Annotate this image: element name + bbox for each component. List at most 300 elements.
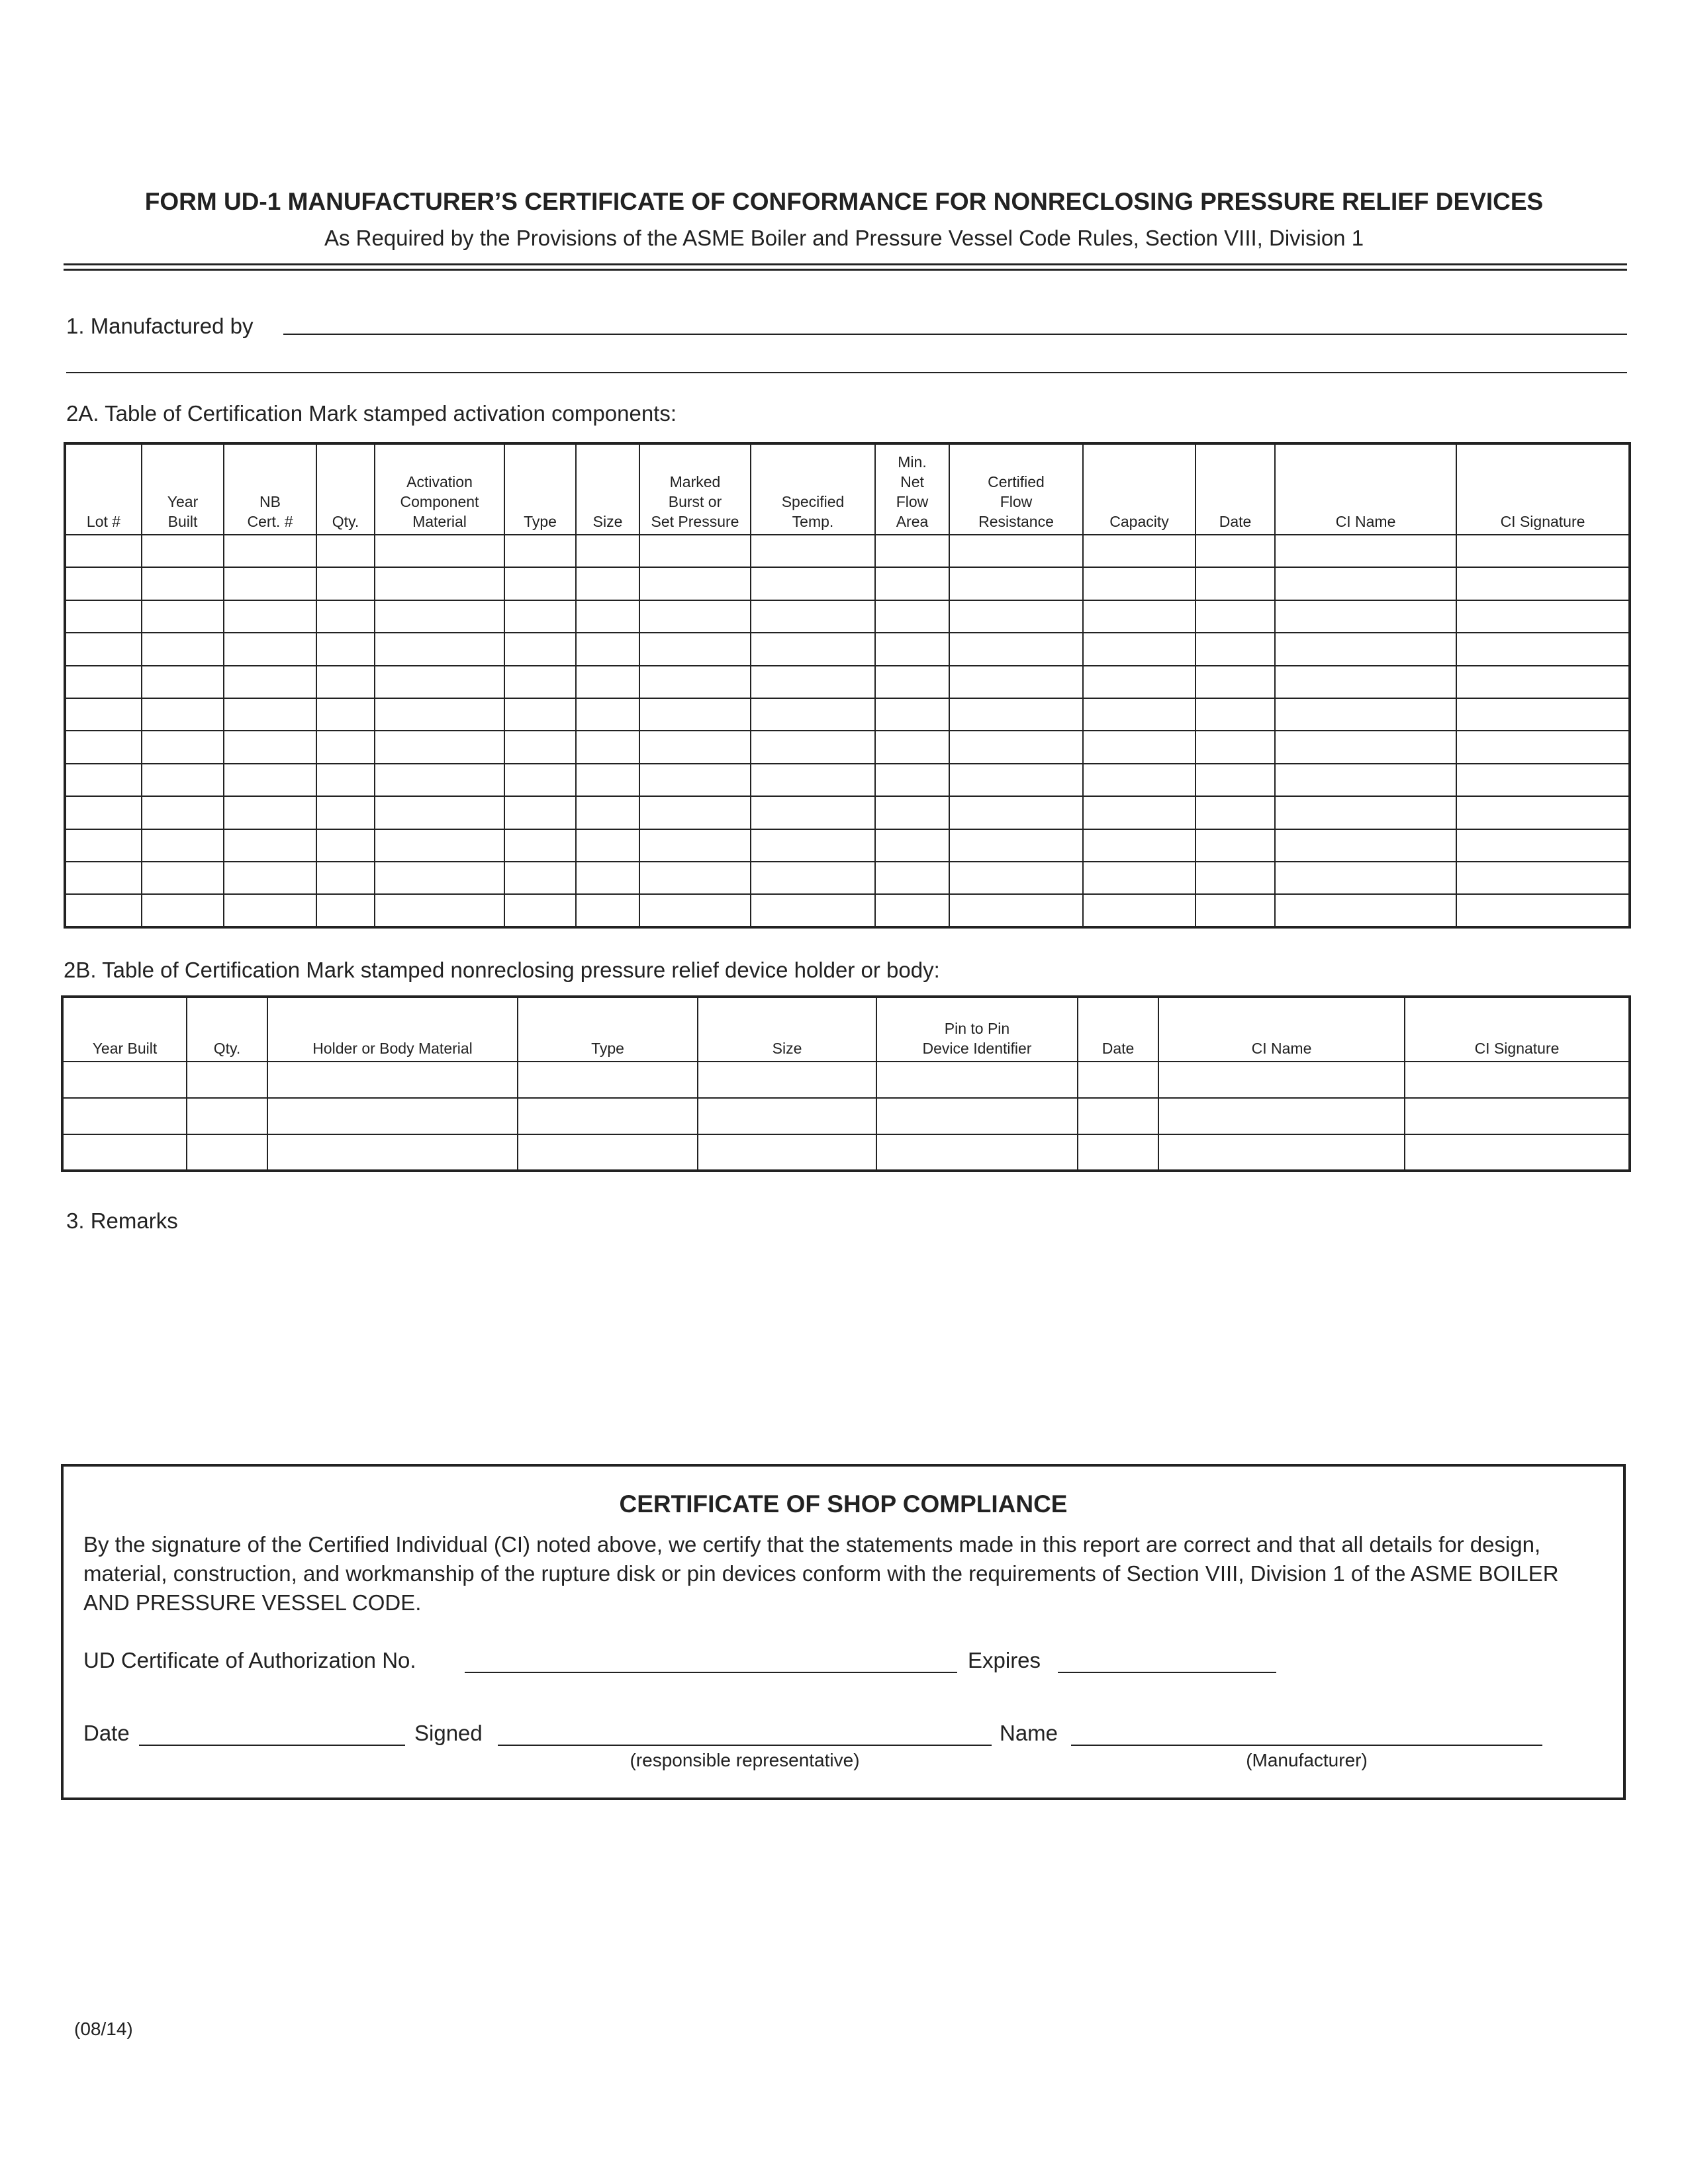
column-header: Activation Component Material xyxy=(375,443,504,535)
table-cell-input[interactable] xyxy=(66,608,141,625)
table-cell-input[interactable] xyxy=(142,901,223,919)
table-cell xyxy=(949,731,1083,763)
table-cell-input[interactable] xyxy=(1276,901,1456,919)
table-cell xyxy=(876,1098,1078,1134)
table-cell-input[interactable] xyxy=(1276,543,1456,560)
table-cell-input[interactable] xyxy=(375,673,504,690)
table-cell-input[interactable] xyxy=(505,739,575,756)
table-cell-input[interactable] xyxy=(505,804,575,821)
table-cell xyxy=(875,633,949,665)
table-cell xyxy=(1456,829,1630,862)
table-cell-input[interactable] xyxy=(224,575,316,592)
table-cell-input[interactable] xyxy=(268,1108,517,1125)
table-cell-input[interactable] xyxy=(950,739,1082,756)
manufactured-by-field[interactable] xyxy=(283,310,1627,335)
table-cell-input[interactable] xyxy=(1084,870,1195,887)
column-header: Qty. xyxy=(187,997,267,1062)
table-cell-input[interactable] xyxy=(224,543,316,560)
table-cell-input[interactable] xyxy=(1405,1071,1628,1089)
table-cell-input[interactable] xyxy=(317,901,374,919)
table-cell-input[interactable] xyxy=(751,575,874,592)
table-cell-input[interactable] xyxy=(640,575,750,592)
table-cell xyxy=(1275,633,1456,665)
table-cell xyxy=(375,666,504,698)
table-cell-input[interactable] xyxy=(142,608,223,625)
table-cell xyxy=(875,731,949,763)
table-cell xyxy=(375,796,504,829)
table-cell-input[interactable] xyxy=(1276,870,1456,887)
table-cell-input[interactable] xyxy=(505,901,575,919)
table-cell-input[interactable] xyxy=(1159,1108,1404,1125)
table-cell-input[interactable] xyxy=(268,1071,517,1089)
table-cell-input[interactable] xyxy=(1084,608,1195,625)
table-cell xyxy=(1196,731,1275,763)
table-cell-input[interactable] xyxy=(1078,1144,1158,1161)
table-cell-input[interactable] xyxy=(142,837,223,854)
column-header: Holder or Body Material xyxy=(267,997,518,1062)
table-cell-input[interactable] xyxy=(751,543,874,560)
table-cell-input[interactable] xyxy=(66,706,141,723)
table-cell-input[interactable] xyxy=(1276,837,1456,854)
table-cell-input[interactable] xyxy=(1196,870,1274,887)
table-cell xyxy=(375,633,504,665)
table-cell-input[interactable] xyxy=(505,706,575,723)
table-cell xyxy=(1275,666,1456,698)
table-cell-input[interactable] xyxy=(317,804,374,821)
table-cell-input[interactable] xyxy=(1196,575,1274,592)
table-cell-input[interactable] xyxy=(1196,673,1274,690)
table-cell-input[interactable] xyxy=(317,706,374,723)
table-cell xyxy=(698,1134,876,1171)
table-cell-input[interactable] xyxy=(224,771,316,788)
table-cell-input[interactable] xyxy=(505,543,575,560)
table-cell xyxy=(875,862,949,894)
table-cell-input[interactable] xyxy=(1276,575,1456,592)
table-cell xyxy=(224,829,316,862)
table-cell-input[interactable] xyxy=(142,673,223,690)
table-cell-input[interactable] xyxy=(505,575,575,592)
table-cell-input[interactable] xyxy=(1159,1071,1404,1089)
table-cell-input[interactable] xyxy=(375,870,504,887)
table-cell-input[interactable] xyxy=(142,870,223,887)
table-cell-input[interactable] xyxy=(224,608,316,625)
table-cell-input[interactable] xyxy=(66,901,141,919)
table-cell xyxy=(65,894,142,927)
table-cell-input[interactable] xyxy=(66,771,141,788)
table-cell xyxy=(949,698,1083,731)
table-cell xyxy=(375,535,504,567)
table-cell-input[interactable] xyxy=(1084,706,1195,723)
table-cell-input[interactable] xyxy=(950,870,1082,887)
table-cell-input[interactable] xyxy=(950,771,1082,788)
table-cell xyxy=(751,862,875,894)
table-cell-input[interactable] xyxy=(375,543,504,560)
table-cell-input[interactable] xyxy=(224,739,316,756)
table-cell-input[interactable] xyxy=(751,706,874,723)
form-revision: (08/14) xyxy=(74,2019,133,2039)
table-cell-input[interactable] xyxy=(1159,1144,1404,1161)
table-cell-input[interactable] xyxy=(375,804,504,821)
table-cell-input[interactable] xyxy=(876,543,949,560)
table-cell-input[interactable] xyxy=(577,870,639,887)
table-cell-input[interactable] xyxy=(1196,804,1274,821)
manufactured-by-label: 1. Manufactured by xyxy=(66,314,254,338)
table-cell xyxy=(1083,600,1196,633)
table-cell-input[interactable] xyxy=(66,739,141,756)
table-cell-input[interactable] xyxy=(876,608,949,625)
table-cell-input[interactable] xyxy=(518,1071,697,1089)
table-cell-input[interactable] xyxy=(577,804,639,821)
table-cell xyxy=(949,600,1083,633)
table-cell xyxy=(187,1134,267,1171)
table-cell xyxy=(504,894,576,927)
table-cell-input[interactable] xyxy=(577,575,639,592)
table-cell-input[interactable] xyxy=(1457,739,1628,756)
table-cell-input[interactable] xyxy=(187,1108,267,1125)
table-cell-input[interactable] xyxy=(1276,641,1456,658)
table-cell-input[interactable] xyxy=(577,543,639,560)
table-cell-input[interactable] xyxy=(950,543,1082,560)
table-cell-input[interactable] xyxy=(268,1144,517,1161)
table-cell-input[interactable] xyxy=(1084,739,1195,756)
table-cell xyxy=(576,600,639,633)
table-cell-input[interactable] xyxy=(375,641,504,658)
table-cell-input[interactable] xyxy=(876,706,949,723)
table-cell xyxy=(1083,862,1196,894)
expires-label: Expires xyxy=(968,1648,1041,1672)
table-cell xyxy=(576,535,639,567)
table-cell-input[interactable] xyxy=(142,804,223,821)
table-cell-input[interactable] xyxy=(317,837,374,854)
table-cell-input[interactable] xyxy=(876,837,949,854)
table-cell-input[interactable] xyxy=(577,771,639,788)
table-cell xyxy=(639,894,751,927)
table-cell-input[interactable] xyxy=(375,739,504,756)
table-cell-input[interactable] xyxy=(375,608,504,625)
table-cell-input[interactable] xyxy=(1457,901,1628,919)
table-cell-input[interactable] xyxy=(1457,641,1628,658)
table-cell xyxy=(142,600,224,633)
table-cell-input[interactable] xyxy=(751,739,874,756)
table-cell-input[interactable] xyxy=(1276,706,1456,723)
table-cell-input[interactable] xyxy=(375,901,504,919)
table-cell-input[interactable] xyxy=(1276,739,1456,756)
table-cell-input[interactable] xyxy=(751,608,874,625)
table-cell-input[interactable] xyxy=(66,837,141,854)
table-cell xyxy=(518,1098,698,1134)
table-cell-input[interactable] xyxy=(1276,771,1456,788)
table-cell xyxy=(375,894,504,927)
table-cell-input[interactable] xyxy=(317,739,374,756)
table-cell-input[interactable] xyxy=(1457,870,1628,887)
table-cell-input[interactable] xyxy=(577,608,639,625)
table-cell xyxy=(65,764,142,796)
table-cell xyxy=(1275,731,1456,763)
table-cell-input[interactable] xyxy=(751,771,874,788)
table-cell-input[interactable] xyxy=(577,739,639,756)
table-cell-input[interactable] xyxy=(317,641,374,658)
column-header: Min. Net Flow Area xyxy=(875,443,949,535)
table-cell xyxy=(698,1098,876,1134)
table-cell-input[interactable] xyxy=(66,575,141,592)
table-cell xyxy=(504,731,576,763)
table-cell-input[interactable] xyxy=(640,771,750,788)
auth-number-field[interactable] xyxy=(465,1648,957,1673)
table-cell xyxy=(316,764,375,796)
table-cell xyxy=(576,829,639,862)
table-cell-input[interactable] xyxy=(577,837,639,854)
table-cell-input[interactable] xyxy=(1084,641,1195,658)
table-cell-input[interactable] xyxy=(950,608,1082,625)
table-cell-input[interactable] xyxy=(505,771,575,788)
table-cell-input[interactable] xyxy=(224,870,316,887)
table-cell-input[interactable] xyxy=(751,641,874,658)
table-cell-input[interactable] xyxy=(64,1071,186,1089)
table-cell-input[interactable] xyxy=(317,870,374,887)
table-cell xyxy=(751,567,875,600)
table-cell-input[interactable] xyxy=(1457,837,1628,854)
table-cell-input[interactable] xyxy=(224,837,316,854)
table-cell-input[interactable] xyxy=(950,804,1082,821)
table-cell-input[interactable] xyxy=(142,575,223,592)
table-cell-input[interactable] xyxy=(1084,804,1195,821)
table-cell-input[interactable] xyxy=(1078,1071,1158,1089)
table-cell-input[interactable] xyxy=(950,575,1082,592)
table-cell xyxy=(224,600,316,633)
table-cell xyxy=(65,796,142,829)
table-cell-input[interactable] xyxy=(640,608,750,625)
table-cell xyxy=(576,731,639,763)
table-cell-input[interactable] xyxy=(877,1071,1077,1089)
table-cell-input[interactable] xyxy=(751,901,874,919)
table-cell-input[interactable] xyxy=(876,901,949,919)
column-header: Year Built xyxy=(62,997,187,1062)
table-cell-input[interactable] xyxy=(505,641,575,658)
table-cell-input[interactable] xyxy=(505,673,575,690)
table-cell-input[interactable] xyxy=(1196,608,1274,625)
table-cell xyxy=(62,1134,187,1171)
table-cell-input[interactable] xyxy=(950,641,1082,658)
table-cell-input[interactable] xyxy=(224,706,316,723)
table-cell-input[interactable] xyxy=(876,673,949,690)
table-cell xyxy=(1275,764,1456,796)
table-cell-input[interactable] xyxy=(876,870,949,887)
table-cell xyxy=(576,764,639,796)
column-header: Pin to Pin Device Identifier xyxy=(876,997,1078,1062)
table-cell xyxy=(1196,633,1275,665)
table-cell-input[interactable] xyxy=(1457,706,1628,723)
table-cell-input[interactable] xyxy=(505,608,575,625)
table-cell xyxy=(576,698,639,731)
expires-field[interactable] xyxy=(1058,1648,1276,1673)
table-cell xyxy=(1196,600,1275,633)
signed-field[interactable] xyxy=(498,1721,992,1746)
column-header: Type xyxy=(504,443,576,535)
table-cell-input[interactable] xyxy=(876,575,949,592)
table-cell-input[interactable] xyxy=(1196,901,1274,919)
table-cell-input[interactable] xyxy=(224,901,316,919)
table-cell-input[interactable] xyxy=(1405,1144,1628,1161)
table-cell-input[interactable] xyxy=(505,870,575,887)
table-cell xyxy=(375,567,504,600)
table-cell-input[interactable] xyxy=(577,641,639,658)
table-cell xyxy=(224,633,316,665)
table-cell-input[interactable] xyxy=(142,641,223,658)
table-cell-input[interactable] xyxy=(1196,543,1274,560)
table-cell xyxy=(751,764,875,796)
table-cell-input[interactable] xyxy=(640,901,750,919)
table-cell-input[interactable] xyxy=(518,1108,697,1125)
table-row xyxy=(65,666,1630,698)
table-cell-input[interactable] xyxy=(1457,543,1628,560)
table-cell-input[interactable] xyxy=(1457,673,1628,690)
table-cell xyxy=(142,567,224,600)
table-cell-input[interactable] xyxy=(640,543,750,560)
table-cell-input[interactable] xyxy=(224,641,316,658)
table-cell-input[interactable] xyxy=(698,1071,876,1089)
table-cell xyxy=(1196,796,1275,829)
table-cell-input[interactable] xyxy=(1196,706,1274,723)
table-cell xyxy=(142,666,224,698)
table-cell xyxy=(949,567,1083,600)
table-cell-input[interactable] xyxy=(640,837,750,854)
table-cell-input[interactable] xyxy=(64,1108,186,1125)
date-field[interactable] xyxy=(139,1721,405,1746)
table-cell-input[interactable] xyxy=(1405,1108,1628,1125)
table-cell-input[interactable] xyxy=(1276,608,1456,625)
table-cell-input[interactable] xyxy=(317,608,374,625)
table-cell-input[interactable] xyxy=(876,804,949,821)
table-cell-input[interactable] xyxy=(1084,771,1195,788)
table-cell-input[interactable] xyxy=(1276,804,1456,821)
table-cell-input[interactable] xyxy=(751,673,874,690)
table-cell-input[interactable] xyxy=(751,870,874,887)
table-cell-input[interactable] xyxy=(1084,901,1195,919)
table-cell-input[interactable] xyxy=(1084,575,1195,592)
table-cell-input[interactable] xyxy=(66,804,141,821)
table-cell-input[interactable] xyxy=(950,837,1082,854)
table-cell-input[interactable] xyxy=(66,673,141,690)
table-cell-input[interactable] xyxy=(877,1144,1077,1161)
table-cell xyxy=(949,894,1083,927)
table-cell xyxy=(224,731,316,763)
table-cell xyxy=(224,894,316,927)
table-cell xyxy=(1083,764,1196,796)
table-cell-input[interactable] xyxy=(66,641,141,658)
table-cell xyxy=(1196,862,1275,894)
table-cell xyxy=(875,698,949,731)
table-cell-input[interactable] xyxy=(317,543,374,560)
table-cell-input[interactable] xyxy=(375,575,504,592)
table-cell-input[interactable] xyxy=(1084,837,1195,854)
table-cell-input[interactable] xyxy=(375,706,504,723)
table-cell xyxy=(142,796,224,829)
table-cell-input[interactable] xyxy=(640,804,750,821)
table-cell-input[interactable] xyxy=(187,1144,267,1161)
table-cell-input[interactable] xyxy=(876,771,949,788)
table-cell-input[interactable] xyxy=(1084,673,1195,690)
table-cell-input[interactable] xyxy=(142,543,223,560)
table-cell-input[interactable] xyxy=(1084,543,1195,560)
table-cell-input[interactable] xyxy=(577,706,639,723)
table-cell-input[interactable] xyxy=(950,673,1082,690)
table-cell xyxy=(1078,1134,1158,1171)
table-cell-input[interactable] xyxy=(1196,837,1274,854)
table-cell-input[interactable] xyxy=(1457,575,1628,592)
table-cell-input[interactable] xyxy=(142,739,223,756)
table-cell xyxy=(1196,567,1275,600)
table-cell-input[interactable] xyxy=(317,575,374,592)
table-cell-input[interactable] xyxy=(505,837,575,854)
table-cell-input[interactable] xyxy=(224,804,316,821)
table-cell-input[interactable] xyxy=(518,1144,697,1161)
table-cell-input[interactable] xyxy=(640,739,750,756)
table-cell-input[interactable] xyxy=(375,771,504,788)
table-cell xyxy=(504,829,576,862)
table-cell-input[interactable] xyxy=(640,870,750,887)
table-cell-input[interactable] xyxy=(375,837,504,854)
table-cell xyxy=(65,666,142,698)
name-field[interactable] xyxy=(1071,1721,1542,1746)
table-cell xyxy=(1456,698,1630,731)
table-cell-input[interactable] xyxy=(1276,673,1456,690)
manufactured-by-field-line2[interactable] xyxy=(66,348,1627,373)
table-cell-input[interactable] xyxy=(317,673,374,690)
table-cell-input[interactable] xyxy=(751,837,874,854)
holder-body-table xyxy=(61,995,1631,1172)
table-cell-input[interactable] xyxy=(1457,771,1628,788)
table-cell-input[interactable] xyxy=(1196,771,1274,788)
table-cell-input[interactable] xyxy=(1078,1108,1158,1125)
table-cell-input[interactable] xyxy=(577,901,639,919)
table-cell-input[interactable] xyxy=(1196,641,1274,658)
table-cell-input[interactable] xyxy=(317,771,374,788)
table-cell-input[interactable] xyxy=(876,641,949,658)
table-cell-input[interactable] xyxy=(1196,739,1274,756)
table-cell-input[interactable] xyxy=(640,641,750,658)
table-cell-input[interactable] xyxy=(66,870,141,887)
table-cell-input[interactable] xyxy=(640,706,750,723)
table-cell-input[interactable] xyxy=(64,1144,186,1161)
table-cell-input[interactable] xyxy=(751,804,874,821)
table-cell-input[interactable] xyxy=(577,673,639,690)
table-cell xyxy=(576,666,639,698)
table-cell xyxy=(316,894,375,927)
table-cell-input[interactable] xyxy=(1457,804,1628,821)
table-cell-input[interactable] xyxy=(640,673,750,690)
table-cell-input[interactable] xyxy=(187,1071,267,1089)
table-cell xyxy=(949,829,1083,862)
table-cell xyxy=(1083,894,1196,927)
table-cell xyxy=(1275,567,1456,600)
table-cell-input[interactable] xyxy=(224,673,316,690)
table-cell xyxy=(751,666,875,698)
table-cell-input[interactable] xyxy=(66,543,141,560)
table-cell-input[interactable] xyxy=(950,901,1082,919)
remarks-field[interactable] xyxy=(66,1244,1628,1445)
table-cell xyxy=(1275,698,1456,731)
table-cell-input[interactable] xyxy=(698,1144,876,1161)
table-cell-input[interactable] xyxy=(698,1108,876,1125)
table-cell-input[interactable] xyxy=(142,771,223,788)
table-cell xyxy=(375,698,504,731)
table-cell-input[interactable] xyxy=(950,706,1082,723)
table-cell xyxy=(316,731,375,763)
table-cell-input[interactable] xyxy=(142,706,223,723)
table-cell-input[interactable] xyxy=(877,1108,1077,1125)
table-cell-input[interactable] xyxy=(1457,608,1628,625)
table-cell-input[interactable] xyxy=(876,739,949,756)
